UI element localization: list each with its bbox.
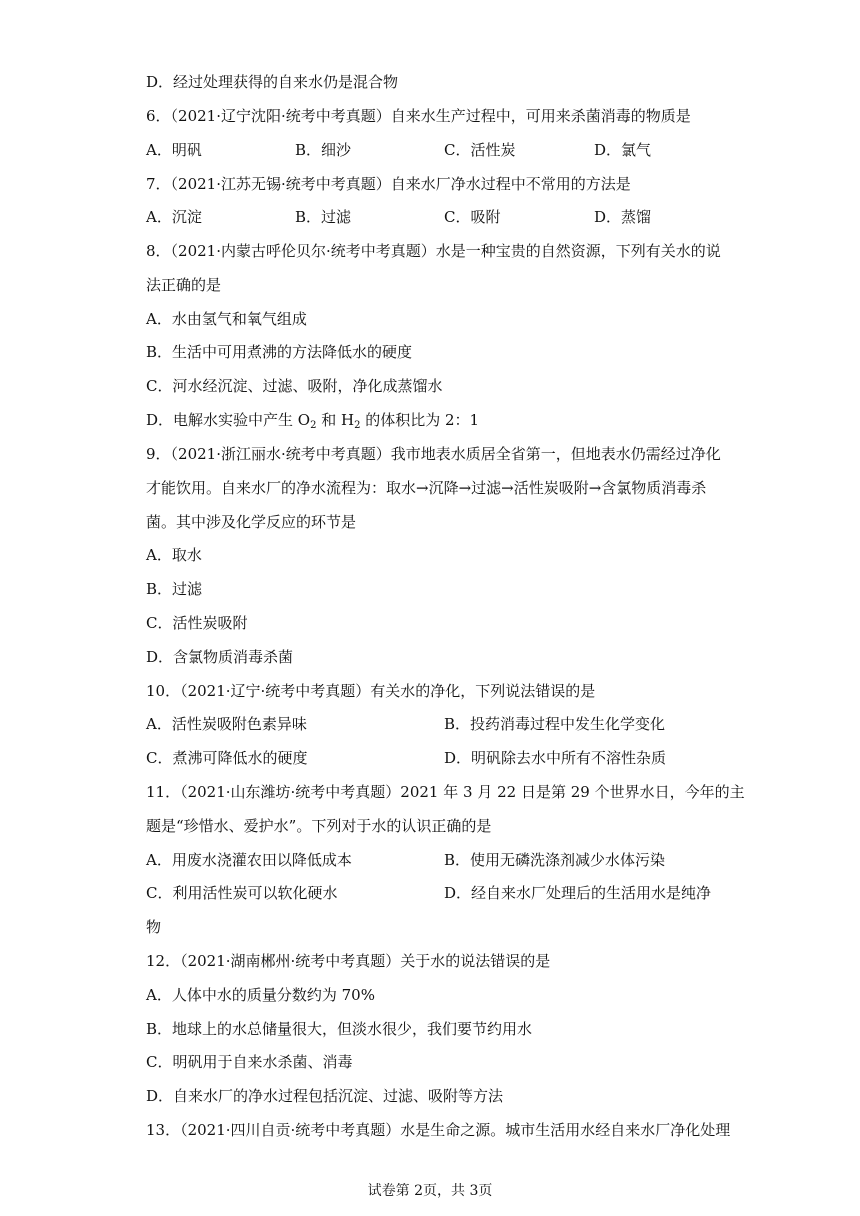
q10-option-a: A．活性炭吸附色素异味 [146, 715, 307, 733]
q8-option-a: A．水由氢气和氧气组成 [146, 310, 307, 328]
q10-option-c: C．煮沸可降低水的硬度 [146, 749, 308, 767]
q10-stem: 10．（2021·辽宁·统考中考真题）有关水的净化，下列说法错误的是 [146, 682, 596, 700]
q12-option-b: B．地球上的水总储量很大，但淡水很少，我们要节约用水 [146, 1020, 533, 1038]
q8-d-mid: 和 H [316, 411, 355, 429]
q11-stem-line2: 题是“珍惜水、爱护水”。下列对于水的认识正确的是 [146, 817, 492, 835]
q10-option-d: D．明矾除去水中所有不溶性杂质 [444, 749, 667, 767]
q7-option-a: A．沉淀 [146, 208, 202, 226]
q6-stem: 6．（2021·辽宁沈阳·统考中考真题）自来水生产过程中，可用来杀菌消毒的物质是 [146, 107, 691, 125]
q9-option-d: D．含氯物质消毒杀菌 [146, 648, 294, 666]
q9-stem-line1: 9．（2021·浙江丽水·统考中考真题）我市地表水质居全省第一，但地表水仍需经过净化 [146, 445, 721, 463]
q10-option-b: B．投药消毒过程中发生化学变化 [444, 715, 666, 733]
q12-stem: 12．（2021·湖南郴州·统考中考真题）关于水的说法错误的是 [146, 952, 551, 970]
q9-option-a: A．取水 [146, 546, 202, 564]
q8-stem-line1: 8．（2021·内蒙古呼伦贝尔·统考中考真题）水是一种宝贵的自然资源，下列有关水的说 [146, 242, 721, 260]
q12-option-a: A．人体中水的质量分数约为 70% [146, 986, 375, 1004]
q9-stem-line3: 菌。其中涉及化学反应的环节是 [146, 513, 357, 531]
q11-option-a: A．用废水浇灌农田以降低成本 [146, 851, 352, 869]
q9-option-b: B．过滤 [146, 580, 203, 598]
q12-option-d: D．自来水厂的净水过程包括沉淀、过滤、吸附等方法 [146, 1087, 504, 1105]
q11-option-c: C．利用活性炭可以软化硬水 [146, 884, 338, 902]
q12-option-c: C．明矾用于自来水杀菌、消毒 [146, 1053, 353, 1071]
q5-option-d: D．经过处理获得的自来水仍是混合物 [146, 73, 399, 91]
q8-option-c: C．河水经沉淀、过滤、吸附，净化成蒸馏水 [146, 377, 443, 395]
q6-option-d: D．氯气 [594, 141, 652, 159]
q11-option-b: B．使用无磷洗涤剂减少水体污染 [444, 851, 666, 869]
q8-d-post: 的体积比为 2：1 [360, 411, 480, 429]
q8-option-b: B．生活中可用煮沸的方法降低水的硬度 [146, 343, 413, 361]
q7-option-d: D．蒸馏 [594, 208, 652, 226]
page-footer: 试卷第 2页，共 3页 [367, 1183, 493, 1199]
q13-stem: 13．（2021·四川自贡·统考中考真题）水是生命之源。城市生活用水经自来水厂净化处理 [146, 1121, 731, 1139]
q8-option-d [146, 410, 479, 430]
q6-option-c: C．活性炭 [444, 141, 516, 159]
q11-stem-line1: 11．（2021·山东潍坊·统考中考真题）2021 年 3 月 22 日是第 29 个世界水日，今年的主 [146, 783, 745, 801]
q6-option-b: B．细沙 [295, 141, 352, 159]
q7-option-b: B．过滤 [295, 208, 352, 226]
q8-d-sub-h2: 2 [354, 420, 361, 431]
q11-option-d-line1: D．经自来水厂处理后的生活用水是纯净 [444, 884, 712, 902]
q6-option-a: A．明矾 [146, 141, 202, 159]
q8-d-sub-o2: 2 [310, 420, 317, 431]
q7-stem: 7．（2021·江苏无锡·统考中考真题）自来水厂净水过程中不常用的方法是 [146, 175, 631, 193]
q9-option-c: C．活性炭吸附 [146, 614, 248, 632]
q7-option-c: C．吸附 [444, 208, 501, 226]
q9-stem-line2: 才能饮用。自来水厂的净水流程为：取水→沉降→过滤→活性炭吸附→含氯物质消毒杀 [146, 479, 707, 497]
q8-stem-line2: 法正确的是 [146, 276, 222, 294]
q8-d-pre: D．电解水实验中产生 O [146, 411, 311, 429]
q11-option-d-line2: 物 [146, 918, 162, 936]
